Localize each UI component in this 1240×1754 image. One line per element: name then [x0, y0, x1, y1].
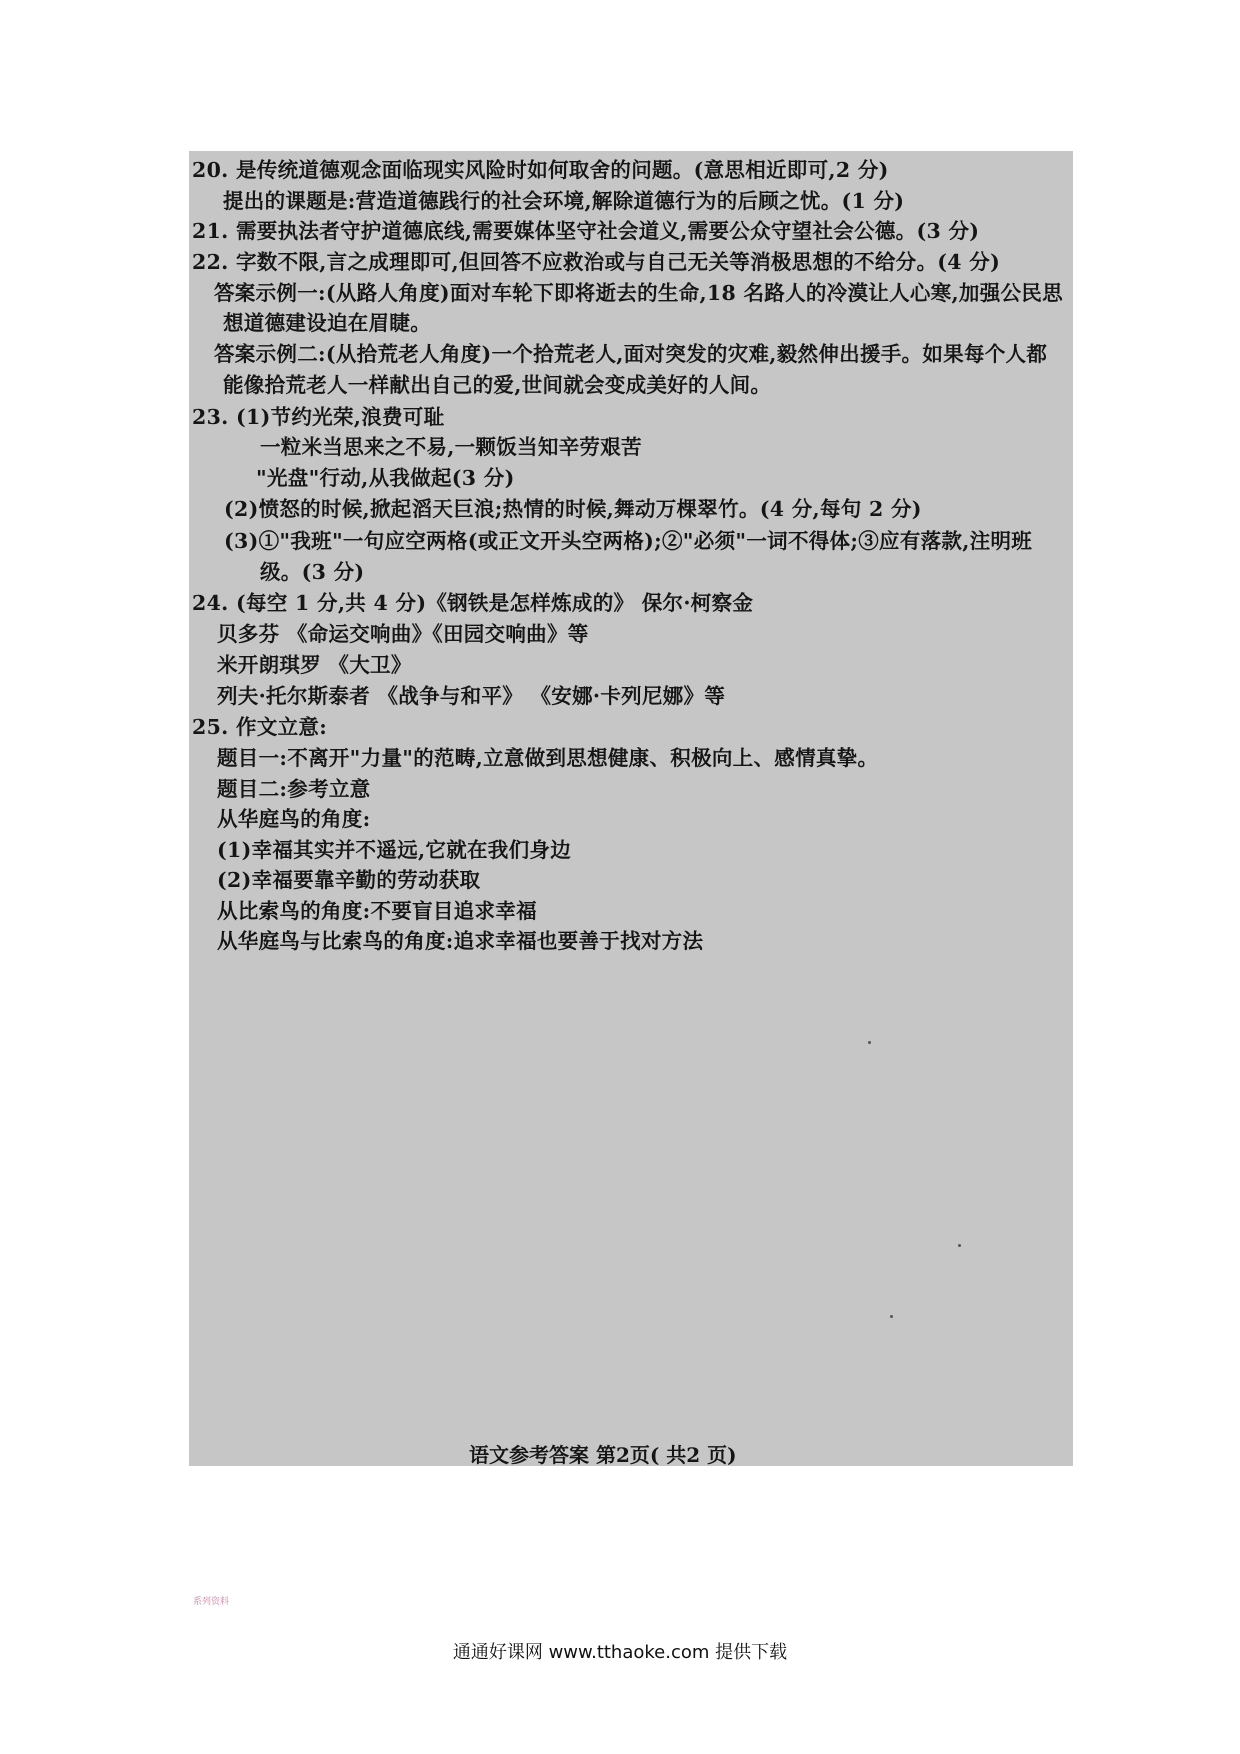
answer-line-24: 24. (每空 1 分,共 4 分)《钢铁是怎样炼成的》 保尔·柯察金: [192, 591, 754, 615]
answer-line-25-c: 从华庭鸟与比索鸟的角度:追求幸福也要善于找对方法: [217, 929, 704, 953]
answer-line-25-a2: (2)幸福要靠辛勤的劳动获取: [217, 868, 481, 892]
answer-line-20: 20. 是传统道德观念面临现实风险时如何取舍的问题。(意思相近即可,2 分): [192, 158, 889, 182]
scan-speck: [868, 1041, 871, 1044]
answer-line-23-1c: "光盘"行动,从我做起(3 分): [256, 466, 515, 490]
page-footer: 语文参考答案 第2页( 共2 页): [469, 1443, 737, 1467]
scan-speck: [890, 1315, 893, 1318]
answer-line-21: 21. 需要执法者守护道德底线,需要媒体坚守社会道义,需要公众守望社会公德。(3 分): [192, 219, 980, 243]
answer-line-24-b: 贝多芬 《命运交响曲》《田园交响曲》等: [217, 622, 589, 646]
answer-line-23-3b: 级。(3 分): [260, 560, 365, 584]
answer-line-25-a: 从华庭鸟的角度:: [217, 807, 371, 831]
answer-line-25: 25. 作文立意:: [192, 715, 328, 739]
answer-line-25-b: 从比索鸟的角度:不要盲目追求幸福: [217, 899, 537, 923]
answer-line-25-t1: 题目一:不离开"力量"的范畴,立意做到思想健康、积极向上、感情真挚。: [217, 746, 879, 770]
answer-line-22-ex1b: 想道德建设迫在眉睫。: [223, 311, 431, 335]
answer-line-22-ex2b: 能像拾荒老人一样献出自己的爱,世间就会变成美好的人间。: [223, 373, 772, 397]
answer-line-24-d: 列夫·托尔斯泰者 《战争与和平》 《安娜·卡列尼娜》等: [217, 684, 726, 708]
bottom-credit: 通通好课网 www.tthaoke.com 提供下载: [452, 1642, 788, 1663]
answer-line-23-1b: 一粒米当思来之不易,一颗饭当知辛劳艰苦: [260, 435, 642, 459]
answer-line-22-ex2: 答案示例二:(从拾荒老人角度)一个拾荒老人,面对突发的灾难,毅然伸出援手。如果每个人都: [214, 342, 1048, 366]
scanned-answer-sheet: [189, 151, 1073, 1466]
answer-line-20-b: 提出的课题是:营造道德践行的社会环境,解除道德行为的后顾之忧。(1 分): [223, 189, 905, 213]
answer-line-22-ex1: 答案示例一:(从路人角度)面对车轮下即将逝去的生命,18 名路人的冷漠让人心寒,加强公民思: [214, 281, 1063, 305]
answer-line-24-c: 米开朗琪罗 《大卫》: [217, 653, 412, 677]
answer-line-25-a1: (1)幸福其实并不遥远,它就在我们身边: [217, 838, 571, 862]
answer-line-23-1: 23. (1)节约光荣,浪费可耻: [192, 405, 445, 429]
side-note: 系列资料: [193, 1597, 230, 1607]
answer-line-25-t2: 题目二:参考立意: [217, 777, 371, 801]
answer-line-23-3: (3)①"我班"一句应空两格(或正文开头空两格);②"必须"一词不得体;③应有落款,注明班: [224, 529, 1033, 553]
answer-line-23-2: (2)愤怒的时候,掀起滔天巨浪;热情的时候,舞动万棵翠竹。(4 分,每句 2 分): [224, 497, 922, 521]
scan-speck: [958, 1244, 961, 1247]
answer-line-22: 22. 字数不限,言之成理即可,但回答不应救治或与自己无关等消极思想的不给分。(4 分): [192, 250, 1001, 274]
